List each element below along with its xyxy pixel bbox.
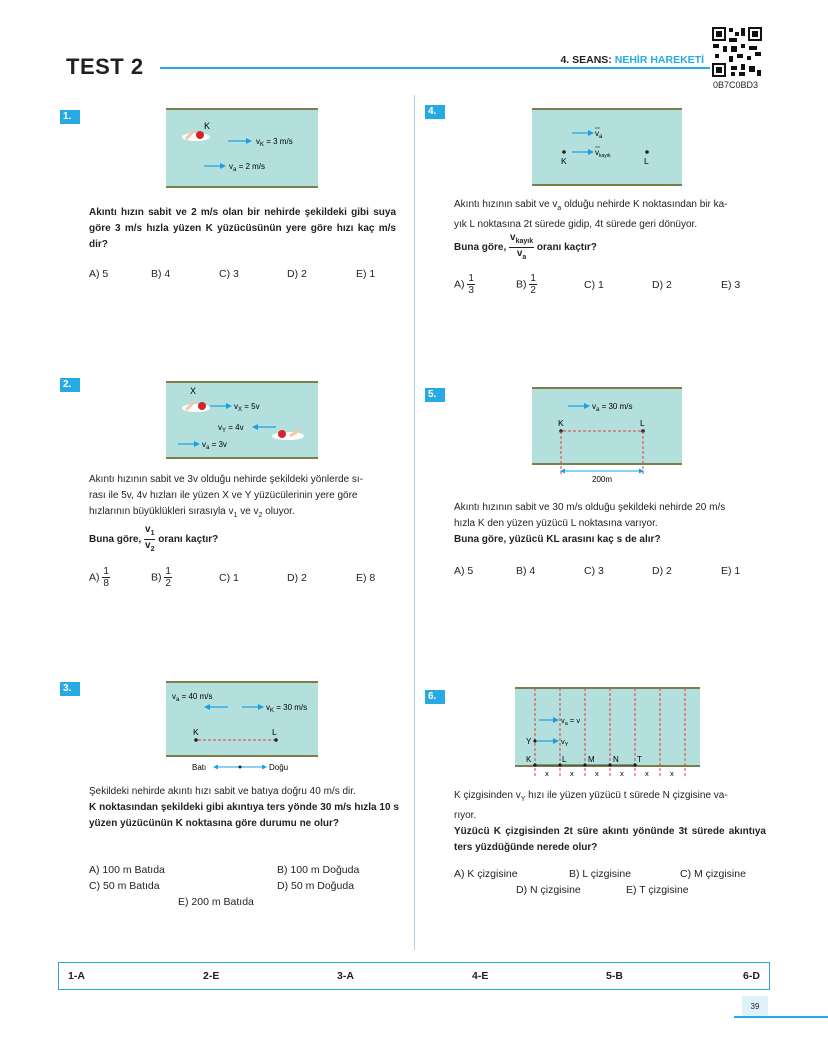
q6-option-b[interactable]: B) L çizgisine [569, 868, 632, 880]
q6-option-a[interactable]: A) K çizgisine [454, 868, 518, 880]
svg-text:va = 3v: $v_a = 3v$ [202, 440, 227, 451]
q1-label-k: K [204, 121, 211, 131]
q4-label-k: K [561, 156, 567, 166]
svg-text:x: x [670, 769, 674, 778]
q6-point-n: N [613, 755, 619, 764]
svg-text:va: $v_a$ [595, 129, 603, 140]
q1-option-e[interactable]: E) 1 [356, 268, 376, 280]
svg-text:va = 2 m/s: $v_a = 2$ m/s [229, 162, 266, 173]
answer-key-bar [58, 962, 770, 990]
question-number-1: 1. [60, 110, 80, 124]
q4-option-e[interactable]: E) 3 [721, 279, 741, 291]
q3-label-k: K [193, 727, 199, 737]
q4-option-c[interactable]: C) 1 [584, 279, 604, 291]
q6-option-c[interactable]: C) M çizgisine [680, 868, 746, 880]
svg-text:x: x [545, 769, 549, 778]
seans-label [560, 54, 704, 66]
page-number: 39 [742, 996, 768, 1016]
q4-river-figure [532, 107, 682, 187]
answer-4: 4-E [472, 970, 489, 982]
topic-title: NEHİR HAREKETİ [614, 54, 704, 66]
q2-label-x: X [190, 386, 197, 396]
q1-option-c[interactable]: C) 3 [219, 268, 239, 280]
q1-option-b[interactable]: B) 4 [151, 268, 171, 280]
q6-point-m: M [588, 755, 595, 764]
q5-option-a[interactable]: A) 5 [454, 565, 474, 577]
q6-point-k: K [526, 755, 532, 764]
q3-river-figure [166, 680, 318, 775]
q5-label-k: K [558, 418, 564, 428]
qr-code-label: 0B7C0BD3 [713, 80, 759, 90]
svg-text:vY: $v_Y$ [561, 737, 569, 748]
q6-label-y: Y [526, 737, 532, 746]
svg-text:va = v: $v_a = v$ [561, 716, 581, 727]
q5-option-b[interactable]: B) 4 [516, 565, 536, 577]
answer-3: 3-A [337, 970, 354, 982]
answer-6: 6-D [743, 970, 760, 982]
q2-option-e[interactable]: E) 8 [356, 572, 376, 584]
q5-label-l: L [640, 418, 645, 428]
q3-label-west: Batı [192, 763, 207, 772]
q3-option-a[interactable]: A) 100 m Batıda [89, 864, 165, 876]
q5-option-e[interactable]: E) 1 [721, 565, 741, 577]
q4-prompt: Buna göre, $\frac{v_{kayık}}{v_a}$ oranı kaçtır? [454, 232, 597, 261]
q1-option-a[interactable]: A) 5 [89, 268, 109, 280]
q6-text: K çizgisinden $v_Y$ hızı ile yüzen yüzücü t sürede N çizgisine va- rıyor. Yüzücü K çizgisinden 2t süre akıntı yönünde 3t sürede akıntıya ters yüzdüğünde nerede olur? [454, 790, 766, 853]
q2-option-a[interactable]: A) $\frac{1}{8}$ [89, 566, 109, 589]
q5-option-c[interactable]: C) 3 [584, 565, 604, 577]
test-title: TEST 2 [66, 54, 144, 79]
q2-text: Akıntı hızının sabit ve 3v olduğu nehirde şekildeki yönlerde sı- rası ile 5v, 4v hızları ile yüzen X ve Y yüzücülerinin yere göre hızlarının büyüklükleri sırasıyla $v_1$ ve $v_2$ oluyor. [89, 474, 364, 519]
q3-label-east: Doğu [269, 763, 289, 772]
q3-text: Şekildeki nehirde akıntı hızı sabit ve batıya doğru 40 m/s dir. K noktasından şekildeki gibi akıntıya ters yönde 30 m/s hızla 10 s yüzen yüzücünün K noktasına göre durumu ne olur? [89, 786, 399, 829]
q6-option-d[interactable]: D) N çizgisine [516, 884, 581, 896]
svg-text:va = 40 m/s: $v_a = 40$ m/s [172, 692, 213, 703]
svg-text:vkayık: $v_{kayık}$ [595, 148, 611, 159]
q1-option-d[interactable]: D) 2 [287, 268, 307, 280]
answer-1: 1-A [68, 970, 85, 982]
header-rule [160, 67, 710, 69]
answer-5: 5-B [606, 970, 623, 982]
svg-text:x: x [645, 769, 649, 778]
q1-river-figure [166, 107, 318, 189]
page-header [0, 0, 828, 95]
q6-point-t: T [637, 755, 642, 764]
q4-option-d[interactable]: D) 2 [652, 279, 672, 291]
q4-option-b[interactable]: B) $\frac{1}{2}$ [516, 273, 536, 296]
svg-text:x: x [595, 769, 599, 778]
q2-option-c[interactable]: C) 1 [219, 572, 239, 584]
q3-option-e[interactable]: E) 200 m Batıda [178, 896, 254, 908]
svg-text:vX = 5v: $v_X = 5v$ [234, 402, 260, 413]
svg-text:vY = 4v: $v_Y = 4v$ [218, 423, 244, 434]
q2-option-b[interactable]: B) $\frac{1}{2}$ [151, 566, 171, 589]
q4-label-l: L [644, 156, 649, 166]
answer-2: 2-E [203, 970, 220, 982]
q3-option-b[interactable]: B) 100 m Doğuda [277, 864, 360, 876]
q2-option-d[interactable]: D) 2 [287, 572, 307, 584]
q3-label-l: L [272, 727, 277, 737]
q6-option-e[interactable]: E) T çizgisine [626, 884, 689, 896]
question-number-6: 6. [425, 690, 445, 704]
q1-text: Akıntı hızın sabit ve 2 m/s olan bir nehirde şekildeki gibi suya göre 3 m/s hızla yüzen K yüzücüsünün yere göre hızı kaç m/s dir? [89, 207, 396, 250]
q5-distance-label: 200m [592, 475, 613, 484]
seans-number: 4. SEANS: [560, 54, 612, 66]
q5-option-d[interactable]: D) 2 [652, 565, 672, 577]
q3-option-d[interactable]: D) 50 m Doğuda [277, 880, 355, 892]
question-number-2: 2. [60, 378, 80, 392]
q3-option-c[interactable]: C) 50 m Batıda [89, 880, 160, 892]
svg-text:x: x [620, 769, 624, 778]
column-divider [414, 95, 415, 950]
q5-river-figure [532, 386, 682, 486]
page-number-rule [734, 1016, 828, 1018]
svg-text:va = 30 m/s: $v_a = 30$ m/s [592, 402, 633, 413]
svg-text:vK = 30 m/s: $v_K = 30$ m/s [266, 703, 308, 714]
q4-text: Akıntı hızının sabit ve $v_a$ olduğu nehirde K noktasından bir ka- yık L noktasına 2t sürede gidip, 4t sürede geri dönüyor. [454, 199, 728, 230]
q6-river-figure [515, 686, 700, 780]
question-number-3: 3. [60, 682, 80, 696]
q2-river-figure [166, 380, 318, 462]
q4-option-a[interactable]: A) $\frac{1}{3}$ [454, 273, 474, 296]
qr-code-icon[interactable] [711, 26, 763, 78]
q2-prompt: Buna göre, $\frac{v_1}{v_2}$ oranı kaçtır? [89, 524, 219, 553]
question-number-4: 4. [425, 105, 445, 119]
question-number-5: 5. [425, 388, 445, 402]
svg-text:vK = 3 m/s: $v_K = 3$ m/s [256, 137, 293, 148]
q5-text: Akıntı hızının sabit ve 30 m/s olduğu şekildeki nehirde 20 m/s hızla K den yüzen yüzücü L noktasına varıyor. Buna göre, yüzücü KL arasını kaç s de alır? [454, 502, 726, 545]
svg-text:x: x [570, 769, 574, 778]
q6-point-l: L [562, 755, 567, 764]
